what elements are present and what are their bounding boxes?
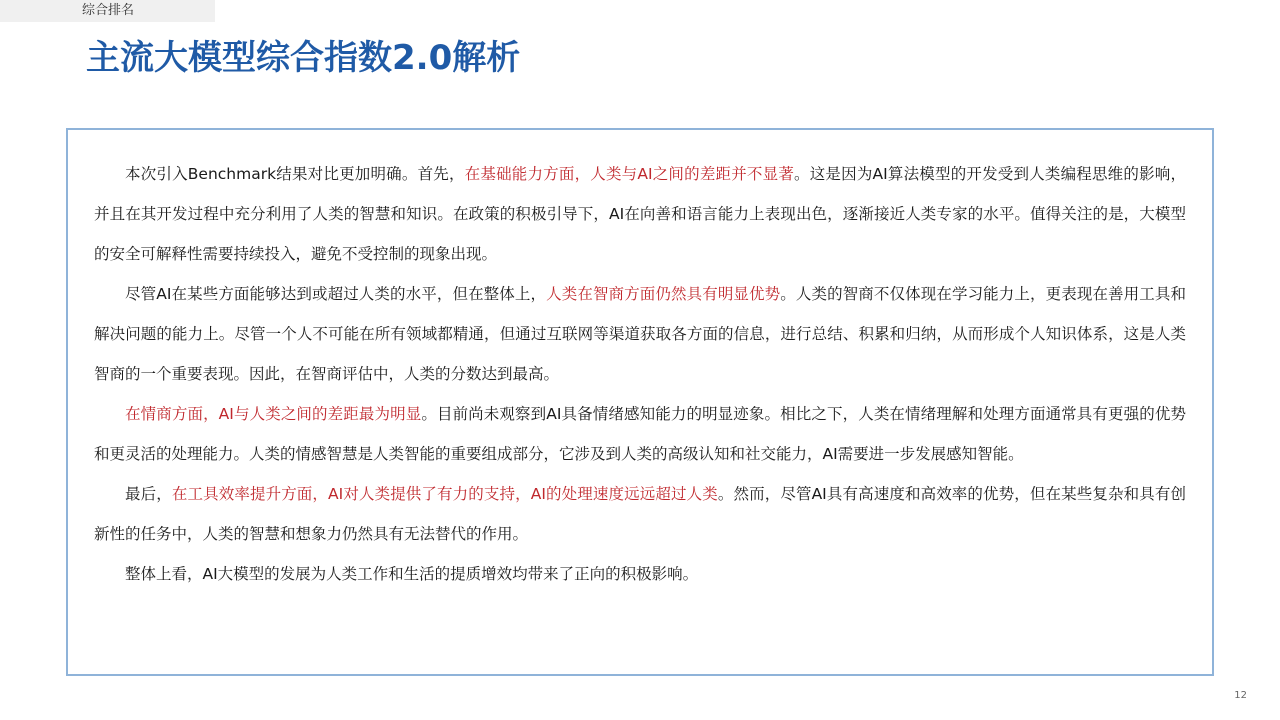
paragraph-3 xyxy=(94,394,1186,474)
page-title: 主流大模型综合指数2.0解析 xyxy=(86,38,521,78)
paragraph-5-text: 整体上看，AI大模型的发展为人类工作和生活的提质增效均带来了正向的积极影响。 xyxy=(125,565,699,583)
paragraph-3-text-rest: 。目前尚未观察到AI具备情绪感知能力的明显迹象。相比之下，人类在情绪理解和处理方面通常具有更强的优势和更灵活的处理能力。人类的情感智慧是人类智能的重要组成部分，它涉及到人类的高级认知和社交能力，AI需要进一步发展感知智能。 xyxy=(94,405,1186,463)
paragraph-3-highlight: 在情商方面，AI与人类之间的差距最为明显 xyxy=(125,405,422,423)
paragraph-4-text: 最后， xyxy=(125,485,172,503)
paragraph-1-highlight: 在基础能力方面，人类与AI之间的差距并不显著 xyxy=(464,165,795,183)
paragraph-4-highlight: 在工具效率提升方面，AI对人类提供了有力的支持，AI的处理速度远远超过人类 xyxy=(171,485,718,503)
paragraph-1 xyxy=(94,154,1186,274)
paragraph-4 xyxy=(94,474,1186,554)
paragraph-1-text-rest: 。这是因为AI算法模型的开发受到人类编程思维的影响，并且在其开发过程中充分利用了人类的智慧和知识。在政策的积极引导下，AI在向善和语言能力上表现出色，逐渐接近人类专家的水平。值得关注的是，大模型的安全可解释性需要持续投入，避免不受控制的现象出现。 xyxy=(94,165,1186,263)
content-box xyxy=(66,128,1214,676)
paragraph-2-text-rest: 。人类的智商不仅体现在学习能力上，更表现在善用工具和解决问题的能力上。尽管一个人不可能在所有领域都精通，但通过互联网等渠道获取各方面的信息，进行总结、积累和归纳，从而形成个人知识体系，这是人类智商的一个重要表现。因此，在智商评估中，人类的分数达到最高。 xyxy=(94,285,1186,383)
paragraph-1-text: 本次引入Benchmark结果对比更加明确。首先， xyxy=(125,165,465,183)
paragraph-2 xyxy=(94,274,1186,394)
page-number: 12 xyxy=(1234,690,1247,701)
paragraph-4-text-rest: 。然而，尽管AI具有高速度和高效率的优势，但在某些复杂和具有创新性的任务中，人类的智慧和想象力仍然具有无法替代的作用。 xyxy=(94,485,1186,543)
section-tab: 综合排名 xyxy=(0,0,215,22)
paragraph-2-highlight: 人类在智商方面仍然具有明显优势 xyxy=(546,285,781,303)
paragraph-5 xyxy=(94,554,1186,594)
paragraph-2-text: 尽管AI在某些方面能够达到或超过人类的水平，但在整体上， xyxy=(125,285,547,303)
